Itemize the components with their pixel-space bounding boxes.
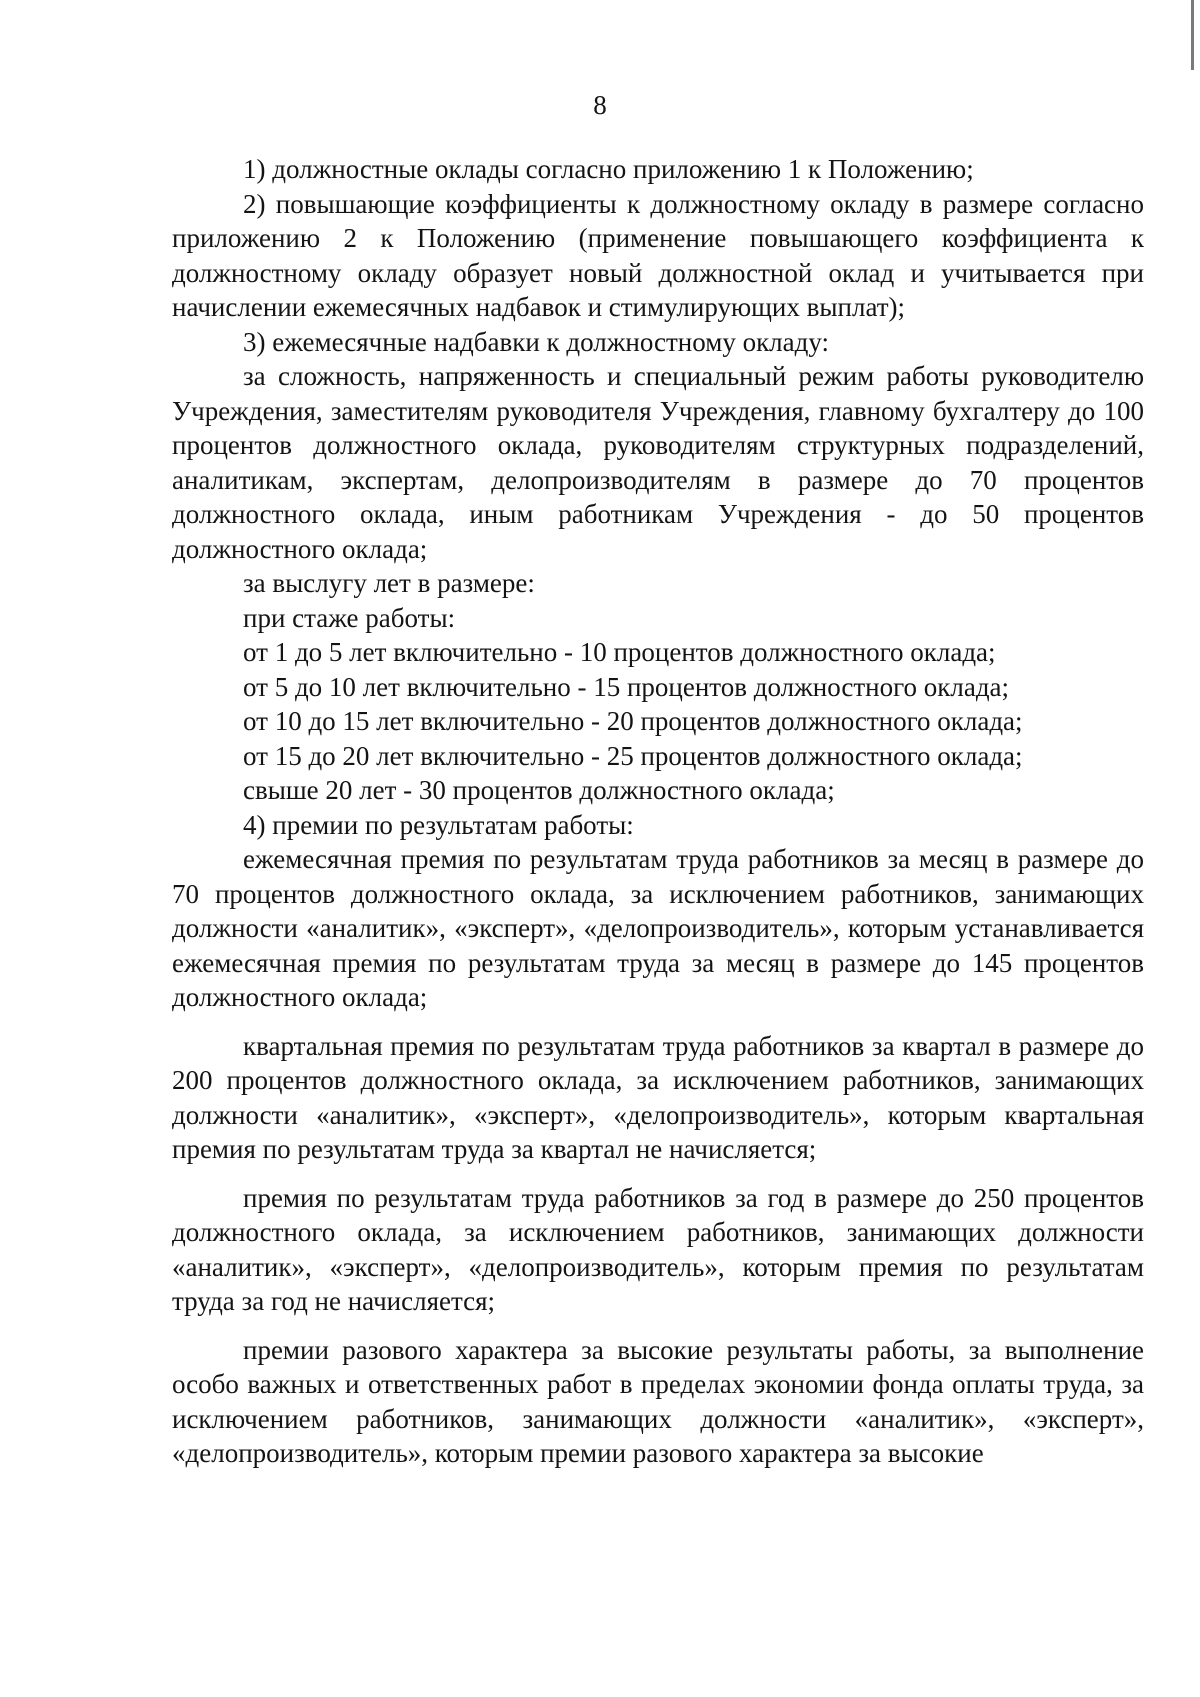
paragraph-seniority-over-20: свыше 20 лет - 30 процентов должностного оклада;: [243, 775, 835, 805]
paragraph-monthly-allowances: 3) ежемесячные надбавки к должностному окладу:: [243, 326, 830, 357]
paragraph-one-time-bonus: премии разового характера за высокие результаты работы, за выполнение особо важных и ответственных работ в пределах экономии фонда оплаты труда, за исключением работников, занимающих должности «аналитик», «эксперт», «делопроизводитель», которым премии разового характера за высокие: [172, 1334, 1144, 1468]
paragraph-annual-bonus: премия по результатам труда работников за год в размере до 250 процентов должностного оклада, за исключением работников, занимающих должности «аналитик», «эксперт», «делопроизводитель», которым премия по результатам труда за год не начисляется;: [172, 1182, 1144, 1316]
paragraph-coefficients: 2) повышающие коэффициенты к должностному окладу в размере согласно приложению 2 к Положению (применение повышающего коэффициента к должностному окладу образует новый должностной оклад и учитывается при начислении ежемесячных надбавок и стимулирующих выплат);: [172, 188, 1144, 322]
paragraph-bonuses: 4) премии по результатам работы:: [243, 809, 634, 840]
paragraph-seniority-5-10: от 5 до 10 лет включительно - 15 процентов должностного оклада;: [243, 671, 1010, 702]
paragraph-monthly-bonus: ежемесячная премия по результатам труда работников за месяц в размере до 70 процентов должностного оклада, за исключением работников, занимающих должности «аналитик», «эксперт», «делопроизводитель», которым устанавливается ежемесячная премия по результатам труда за месяц в размере до 145 процентов должностного оклада;: [172, 844, 1144, 1012]
paragraph-salaries: 1) должностные оклады согласно приложению 1 к Положению;: [243, 154, 974, 184]
paragraph-seniority-1-5: от 1 до 5 лет включительно - 10 процентов должностного оклада;: [243, 637, 996, 667]
paragraph-quarterly-bonus: квартальная премия по результатам труда работников за квартал в размере до 200 процентов должностного оклада, за исключением работников, занимающих должности «аналитик», «эксперт», «делопроизводитель», которым квартальная премия по результатам труда за квартал не начисляется;: [172, 1030, 1144, 1164]
scan-edge-line: [1191, 0, 1194, 70]
paragraph-seniority-15-20: от 15 до 20 лет включительно - 25 процентов должностного оклада;: [243, 740, 1023, 771]
paragraph-complexity-allowance: за сложность, напряженность и специальный режим работы руководителю Учреждения, заместителям руководителя Учреждения, главному бухгалтеру до 100 процентов должностного оклада, руководителям структурных подразделений, аналитикам, экспертам, делопроизводителям в размере до 70 процентов должностного оклада, иным работникам Учреждения - до 50 процентов должностного оклада;: [172, 361, 1144, 564]
page-number: 8: [593, 90, 607, 120]
body-text: [172, 152, 1144, 1471]
paragraph-seniority-allowance: за выслугу лет в размере:: [243, 568, 535, 598]
paragraph-work-experience: при стаже работы:: [243, 602, 456, 633]
paragraph-seniority-10-15: от 10 до 15 лет включительно - 20 процентов должностного оклада;: [243, 706, 1023, 736]
